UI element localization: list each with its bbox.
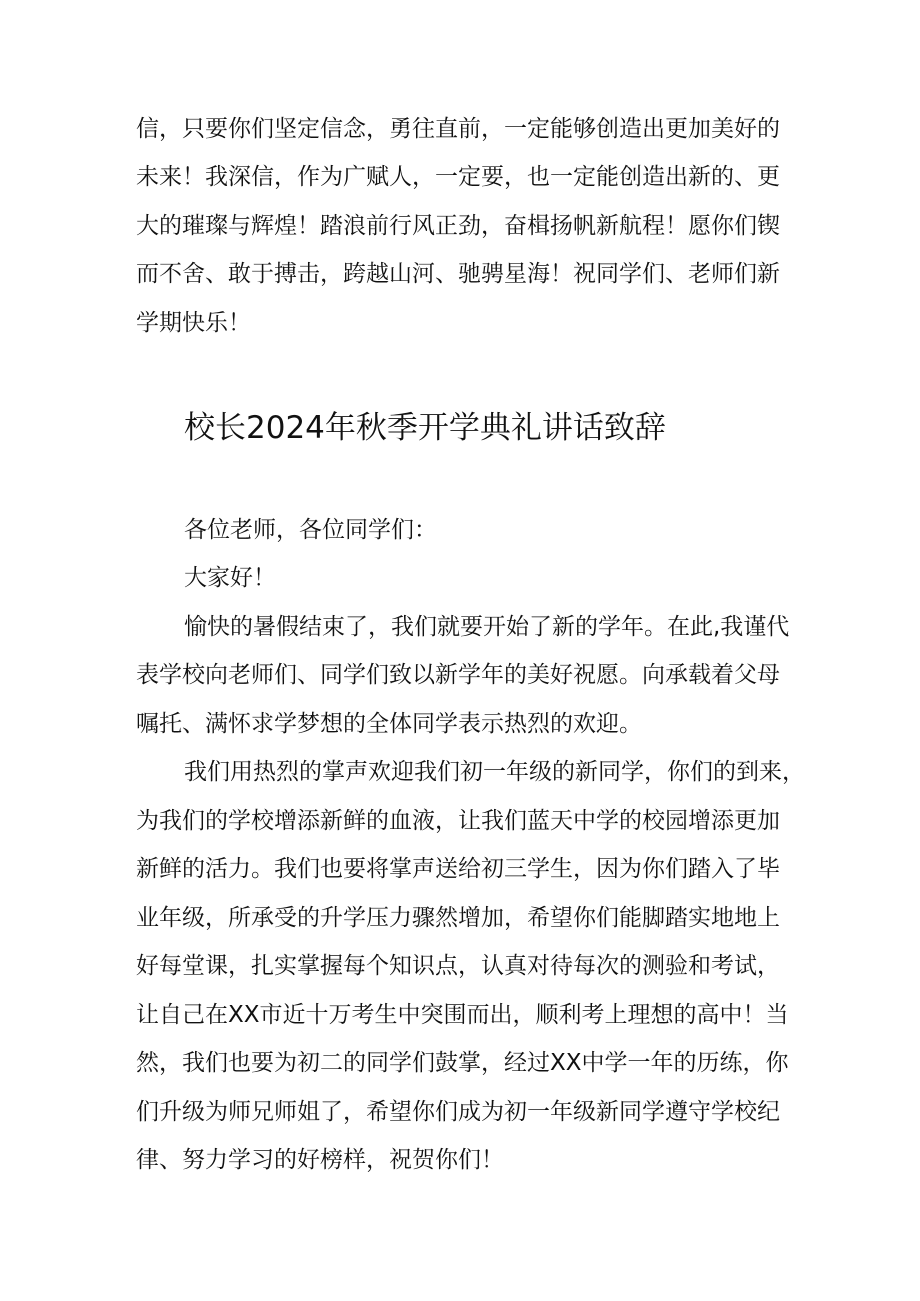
paragraph1-line-3: 嘱托、满怀求学梦想的全体同学表示热烈的欢迎。 bbox=[136, 711, 642, 737]
continuation-line-5: 学期快乐！ bbox=[136, 310, 251, 336]
continuation-line-1: 信，只要你们坚定信念，勇往直前，一定能够创造出更加美好的 bbox=[136, 116, 780, 142]
paragraph1-line-2: 表学校向老师们、同学们致以新学年的美好祝愿。向承载着父母 bbox=[136, 662, 780, 688]
paragraph2-line-7: 然，我们也要为初二的同学们鼓掌，经过XX中学一年的历练，你 bbox=[136, 1050, 789, 1076]
continuation-line-3: 大的璀璨与辉煌！踏浪前行风正劲，奋楫扬帆新航程！愿你们锲 bbox=[136, 213, 780, 239]
paragraph2-line-8: 们升级为师兄师姐了，希望你们成为初一年级新同学遵守学校纪 bbox=[136, 1099, 780, 1125]
paragraph2-line-1: 我们用热烈的掌声欢迎我们初一年级的新同学，你们的到来， bbox=[184, 759, 805, 785]
greeting: 大家好！ bbox=[184, 565, 276, 591]
paragraph2-line-4: 业年级，所承受的升学压力骤然增加，希望你们能脚踏实地地上 bbox=[136, 905, 780, 931]
paragraph2-line-3: 新鲜的活力。我们也要将掌声送给初三学生，因为你们踏入了毕 bbox=[136, 856, 780, 882]
paragraph2-line-9: 律、努力学习的好榜样，祝贺你们！ bbox=[136, 1147, 504, 1173]
paragraph2-line-5: 好每堂课，扎实掌握每个知识点，认真对待每次的测验和考试， bbox=[136, 953, 780, 979]
continuation-line-4: 而不舍、敢于搏击，跨越山河、驰骋星海！祝同学们、老师们新 bbox=[136, 261, 780, 287]
paragraph2-line-6: 让自己在XX市近十万考生中突围而出，顺利考上理想的高中！当 bbox=[136, 1002, 789, 1028]
speech-title: 校长2024年秋季开学典礼讲话致辞 bbox=[184, 410, 666, 446]
paragraph1-line-1: 愉快的暑假结束了，我们就要开始了新的学年。在此,我谨代 bbox=[184, 614, 790, 640]
salutation: 各位老师，各位同学们： bbox=[184, 517, 437, 543]
continuation-line-2: 未来！我深信，作为广赋人，一定要，也一定能创造出新的、更 bbox=[136, 164, 780, 190]
paragraph2-line-2: 为我们的学校增添新鲜的血液，让我们蓝天中学的校园增添更加 bbox=[136, 808, 780, 834]
